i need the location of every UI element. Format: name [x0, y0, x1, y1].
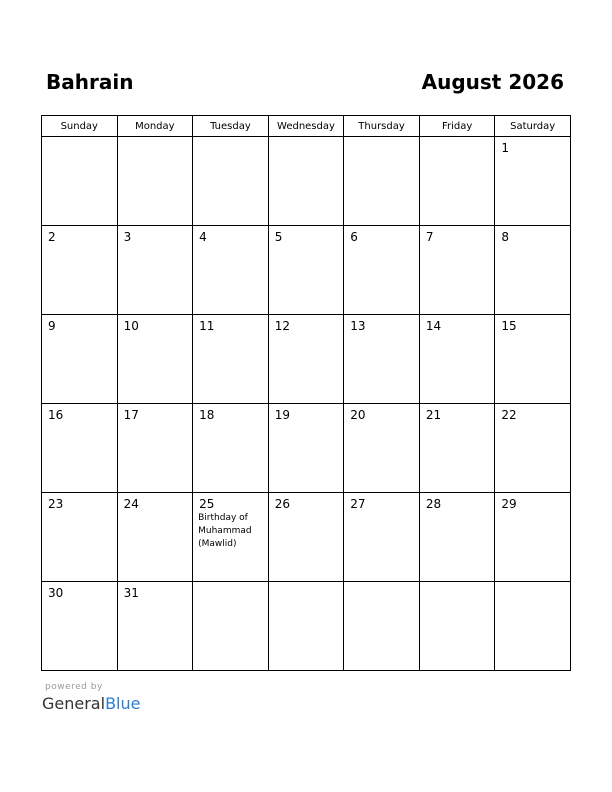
day-cell [268, 137, 344, 226]
holiday-event: Birthday of Muhammad (Mawlid) [198, 513, 252, 549]
day-number: 4 [199, 230, 207, 244]
week-row [42, 493, 571, 582]
day-number: 21 [425, 408, 442, 422]
day-cell [117, 315, 193, 404]
day-cell [344, 404, 420, 493]
week-row [42, 582, 571, 671]
day-number: 1 [501, 141, 510, 155]
day-number: 26 [274, 497, 290, 511]
month-title: August 2026 [421, 70, 564, 94]
day-number: 18 [199, 408, 215, 422]
weekday-tuesday: Tuesday [193, 116, 269, 137]
day-number: 6 [350, 230, 358, 244]
day-cell [193, 493, 269, 582]
day-number: 15 [501, 319, 517, 333]
day-number: 27 [350, 497, 366, 511]
day-cell [42, 493, 118, 582]
powered-by-label: powered by [45, 682, 103, 692]
weekday-friday: Friday [419, 116, 495, 137]
brand-general: General [42, 694, 106, 713]
day-cell [42, 226, 118, 315]
day-cell [193, 226, 269, 315]
day-cell [42, 137, 118, 226]
day-cell [419, 582, 495, 671]
day-cell [117, 137, 193, 226]
day-number: 31 [123, 586, 139, 600]
weekday-sunday: Sunday [42, 116, 118, 137]
day-cell [344, 315, 420, 404]
day-cell [117, 404, 193, 493]
day-cell [495, 315, 571, 404]
country-title: Bahrain [46, 70, 134, 94]
day-cell [268, 226, 344, 315]
brand-blue: Blue [105, 694, 141, 713]
day-number: 30 [48, 586, 64, 600]
day-number: 23 [48, 497, 64, 511]
day-number: 3 [123, 230, 132, 244]
day-cell [117, 493, 193, 582]
day-number: 24 [123, 497, 139, 511]
day-number: 11 [199, 319, 215, 333]
week-row [42, 226, 571, 315]
day-number: 25 [199, 497, 215, 511]
week-row [42, 315, 571, 404]
day-cell [495, 226, 571, 315]
day-number: 17 [123, 408, 139, 422]
week-row [42, 404, 571, 493]
day-number: 10 [123, 319, 139, 333]
day-cell [419, 404, 495, 493]
day-cell [495, 582, 571, 671]
brand-logo[interactable] [42, 694, 140, 713]
day-cell [268, 582, 344, 671]
day-number: 2 [48, 230, 56, 244]
day-cell [268, 404, 344, 493]
calendar-grid [41, 115, 571, 671]
day-cell [495, 493, 571, 582]
day-number: 8 [501, 230, 510, 244]
day-number: 20 [350, 408, 366, 422]
week-row [42, 137, 571, 226]
day-cell [42, 582, 118, 671]
day-number: 9 [48, 319, 56, 333]
day-number: 7 [425, 230, 434, 244]
weekday-thursday: Thursday [344, 116, 420, 137]
weekday-wednesday: Wednesday [268, 116, 344, 137]
day-number: 12 [274, 319, 290, 333]
day-number: 14 [425, 319, 442, 333]
weekday-monday: Monday [117, 116, 193, 137]
day-cell [42, 315, 118, 404]
day-cell [495, 404, 571, 493]
day-number: 22 [501, 408, 517, 422]
day-cell [193, 315, 269, 404]
weekday-header-row [42, 116, 571, 137]
weekday-saturday: Saturday [495, 116, 571, 137]
day-cell [344, 137, 420, 226]
day-number: 19 [274, 408, 290, 422]
day-cell [193, 404, 269, 493]
day-cell [268, 315, 344, 404]
day-cell [495, 137, 571, 226]
day-cell [193, 582, 269, 671]
day-cell [42, 404, 118, 493]
day-cell [419, 137, 495, 226]
day-cell [419, 226, 495, 315]
day-cell [344, 226, 420, 315]
day-cell [419, 315, 495, 404]
day-cell [268, 493, 344, 582]
day-number: 16 [48, 408, 64, 422]
day-cell [117, 582, 193, 671]
day-cell [117, 226, 193, 315]
day-cell [193, 137, 269, 226]
day-number: 28 [425, 497, 442, 511]
day-number: 13 [350, 319, 366, 333]
day-cell [344, 493, 420, 582]
day-cell [344, 582, 420, 671]
day-number: 5 [274, 230, 283, 244]
day-cell [419, 493, 495, 582]
day-number: 29 [501, 497, 517, 511]
